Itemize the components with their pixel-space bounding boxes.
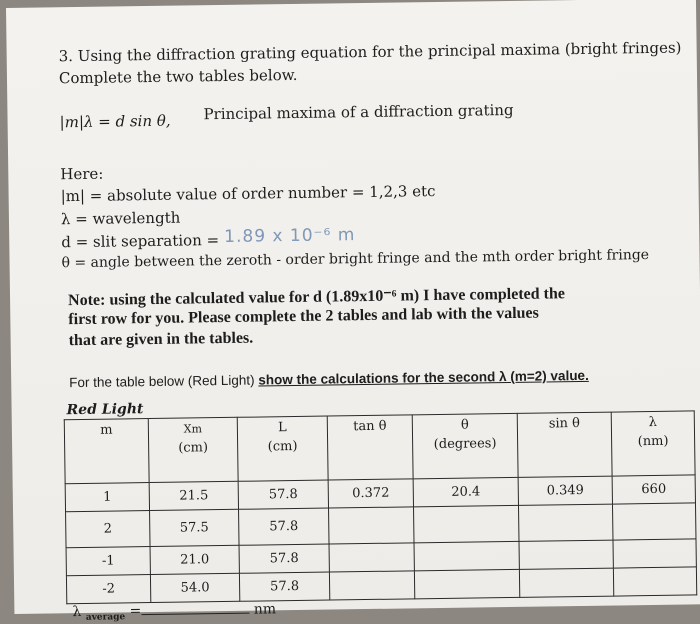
header-xm: Xm (cm) — [148, 417, 238, 482]
cell-l: 57.8 — [238, 480, 328, 509]
grating-equation: |m|λ = d sin θ, — [59, 111, 171, 132]
cell-xm: 21.5 — [149, 481, 238, 510]
note-line-2: first row for you. Please complete the 2 tables and lab with the values — [68, 304, 539, 329]
question-line-2: Complete the two tables below. — [58, 65, 298, 88]
cell-tan: 0.372 — [328, 479, 413, 508]
cell-m: -1 — [66, 547, 150, 576]
cell-lambda[interactable] — [613, 539, 696, 568]
cell-sin: 0.349 — [518, 476, 612, 505]
cell-lambda[interactable] — [613, 567, 696, 596]
average-unit: nm — [253, 601, 277, 618]
worksheet-page — [6, 0, 700, 623]
cell-xm: 57.5 — [150, 509, 239, 546]
d-handwritten-value: 1.89 x 10⁻⁶ m — [224, 225, 356, 247]
cell-lambda: 660 — [612, 475, 695, 504]
instruction-prefix: For the table below (Red Light) — [69, 372, 259, 391]
cell-theta[interactable] — [414, 569, 519, 598]
average-lambda-symbol: λ — [72, 604, 82, 621]
here-label: Here: — [60, 164, 104, 184]
cell-lambda[interactable] — [612, 503, 695, 540]
red-light-table — [64, 410, 698, 604]
cell-tan[interactable] — [329, 571, 414, 600]
cell-l: 57.8 — [239, 544, 329, 573]
m-definition: |m| = absolute value of order number = 1,2,3 etc — [60, 182, 436, 206]
cell-sin[interactable] — [519, 568, 613, 597]
cell-xm: 54.0 — [150, 573, 239, 602]
cell-theta[interactable] — [414, 505, 519, 542]
cell-xm: 21.0 — [150, 545, 239, 574]
table-title: Red Light — [66, 401, 144, 419]
cell-theta: 20.4 — [413, 477, 518, 506]
average-equals: = — [129, 603, 142, 620]
header-m: m — [64, 419, 149, 484]
header-tan: tan θ — [327, 415, 413, 480]
cell-m: -2 — [66, 575, 150, 604]
question-line-1: 3. Using the diffraction grating equation for the principal maxima (bright fringes) — [58, 38, 682, 66]
header-lambda: λ (nm) — [611, 411, 695, 476]
equation-caption: Principal maxima of a diffraction grating — [203, 100, 514, 124]
cell-m: 2 — [66, 511, 150, 548]
cell-sin[interactable] — [519, 540, 613, 569]
note-line-1: Note: using the calculated value for d (1.89x10⁻⁶ m) I have completed the — [67, 285, 566, 310]
average-blank[interactable] — [141, 601, 249, 616]
average-wavelength-line — [72, 600, 276, 623]
cell-l: 57.8 — [239, 572, 329, 601]
note-line-3: that are given in the tables. — [68, 329, 254, 350]
d-definition: d = slit separation = — [61, 231, 220, 252]
cell-theta[interactable] — [414, 541, 519, 570]
table-instruction — [69, 368, 589, 390]
cell-m: 1 — [65, 483, 149, 512]
instruction-underlined: show the calculations for the second λ (m=2) value. — [258, 367, 589, 388]
cell-tan[interactable] — [329, 507, 414, 544]
lambda-definition: λ = wavelength — [60, 208, 181, 229]
header-row — [64, 411, 695, 484]
theta-definition: θ = angle between the zeroth - order bright fringe and the mth order bright fringe — [61, 247, 650, 272]
cell-sin[interactable] — [518, 504, 612, 541]
average-subscript: average — [85, 612, 126, 623]
cell-l: 57.8 — [239, 508, 329, 545]
header-sin: sin θ — [517, 412, 612, 477]
header-l: L (cm) — [237, 416, 328, 481]
header-theta: θ (degrees) — [412, 413, 518, 478]
cell-tan[interactable] — [329, 543, 414, 572]
